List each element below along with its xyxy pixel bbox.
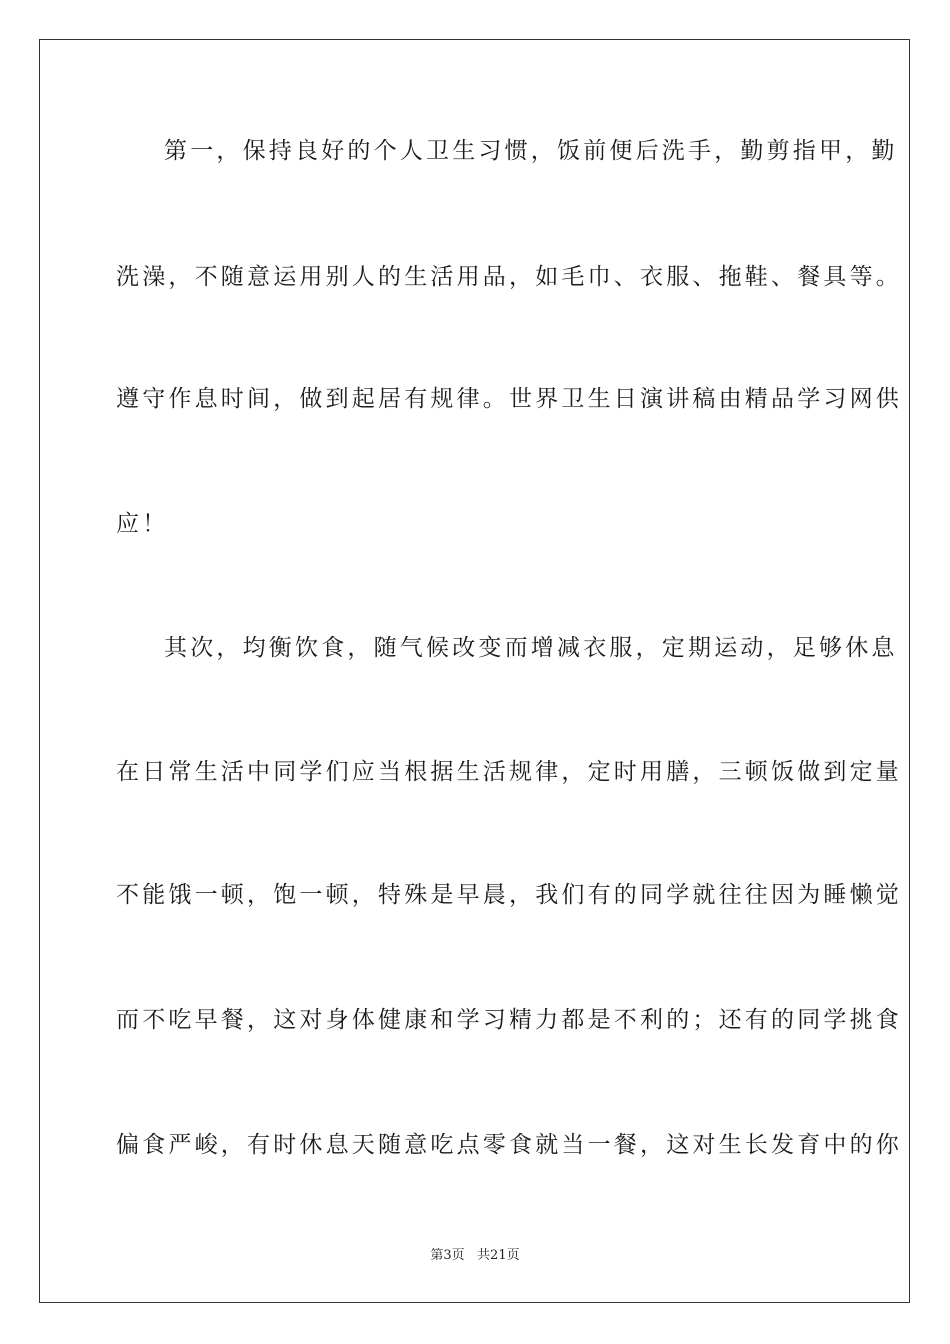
paragraph-line: 在日常生活中同学们应当根据生活规律，定时用膳，三顿饭做到定量 [116,759,902,785]
paragraph-line: 不能饿一顿，饱一顿，特殊是早晨，我们有的同学就往往因为睡懒觉 [116,882,902,908]
paragraph-line: 应！ [116,511,169,537]
page-border [39,39,910,1303]
paragraph-line: 而不吃早餐，这对身体健康和学习精力都是不利的；还有的同学挑食 [116,1007,902,1033]
paragraph-line: 洗澡，不随意运用别人的生活用品，如毛巾、衣服、拖鞋、餐具等。 [116,264,902,290]
paragraph-line: 偏食严峻，有时休息天随意吃点零食就当一餐，这对生长发育中的你 [116,1132,902,1158]
paragraph-line: 遵守作息时间，做到起居有规律。世界卫生日演讲稿由精品学习网供 [116,386,902,412]
paragraph-line: 其次，均衡饮食，随气候改变而增减衣服，定期运动，足够休息 [164,635,898,661]
page-number-footer: 第3页 共21页 [430,1248,520,1263]
paragraph-line: 第一，保持良好的个人卫生习惯，饭前便后洗手，勤剪指甲，勤 [164,138,898,164]
